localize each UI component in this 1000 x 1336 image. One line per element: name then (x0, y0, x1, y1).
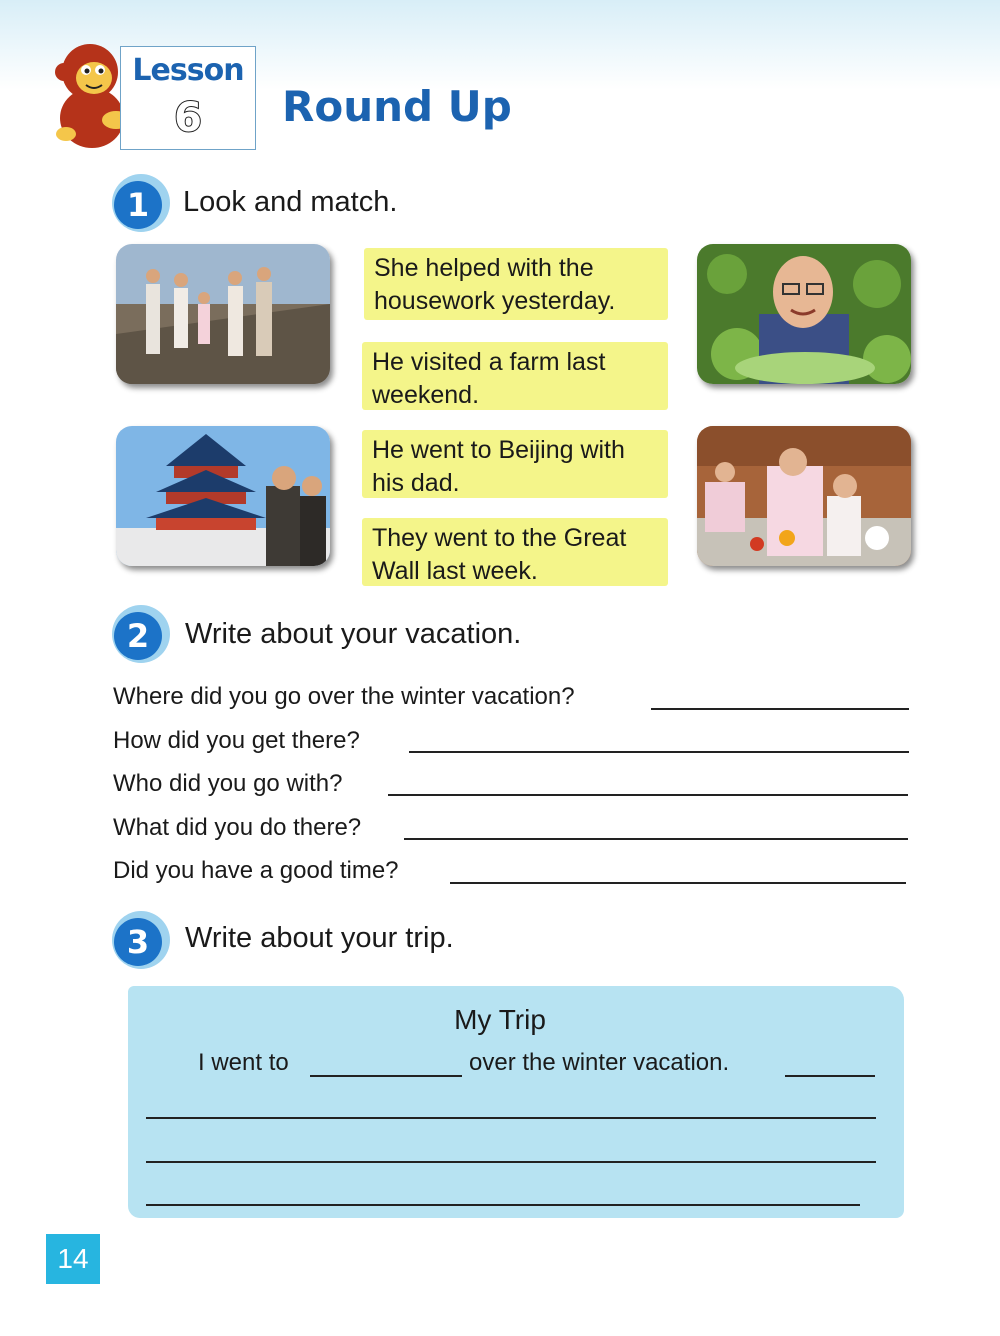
farm-boy-photo (697, 244, 911, 384)
trip-prompt-start: I went to (198, 1049, 289, 1076)
sentence-farm-text: He visited a farm last weekend. (372, 348, 606, 409)
question-how: How did you get there? (113, 727, 360, 754)
section-2-instruction: Write about your vacation. (185, 618, 522, 650)
trip-prompt-end: over the winter vacation. (469, 1049, 730, 1076)
great-wall-family-photo (116, 244, 330, 384)
sentence-card-farm[interactable] (362, 342, 668, 410)
sentence-great-wall-text: They went to the Great Wall last week. (372, 524, 627, 585)
trip-writing-line-1[interactable] (785, 1075, 875, 1077)
question-who: Who did you go with? (113, 770, 343, 797)
page-title: Round Up (282, 82, 512, 131)
page-number: 14 (46, 1234, 100, 1284)
answer-line-where[interactable] (651, 708, 909, 710)
section-1-instruction: Look and match. (183, 186, 398, 218)
section-2-number: 2 (126, 617, 150, 655)
section-2-badge-icon (110, 603, 172, 665)
lesson-badge (120, 46, 256, 150)
trip-writing-line-2[interactable] (146, 1117, 876, 1119)
section-1-badge-icon (110, 172, 172, 234)
question-where: Where did you go over the winter vacation? (113, 683, 575, 710)
lesson-word: Lesson (132, 53, 244, 88)
section-1-number: 1 (126, 186, 150, 224)
kitchen-housework-photo (697, 426, 911, 566)
answer-line-how[interactable] (409, 751, 909, 753)
answer-line-what[interactable] (404, 838, 908, 840)
temple-of-heaven-photo (116, 426, 330, 566)
answer-line-good-time[interactable] (450, 882, 906, 884)
sentence-card-housework[interactable] (364, 248, 668, 320)
section-3-instruction: Write about your trip. (185, 922, 454, 954)
trip-writing-line-3[interactable] (146, 1161, 876, 1163)
trip-writing-line-4[interactable] (146, 1204, 860, 1206)
sentence-card-beijing[interactable] (362, 430, 668, 498)
question-what: What did you do there? (113, 814, 362, 841)
lesson-number: 6 (174, 95, 202, 141)
trip-destination-line[interactable] (310, 1075, 462, 1077)
trip-box-title: My Trip (454, 1004, 546, 1035)
answer-line-who[interactable] (388, 794, 908, 796)
sentence-beijing-text: He went to Beijing with his dad. (372, 436, 625, 497)
section-3-number: 3 (126, 923, 150, 961)
sentence-housework-text: She helped with the housework yesterday. (374, 254, 616, 315)
question-good-time: Did you have a good time? (113, 857, 399, 884)
sentence-card-great-wall[interactable] (362, 518, 668, 586)
section-3-badge-icon (110, 909, 172, 971)
